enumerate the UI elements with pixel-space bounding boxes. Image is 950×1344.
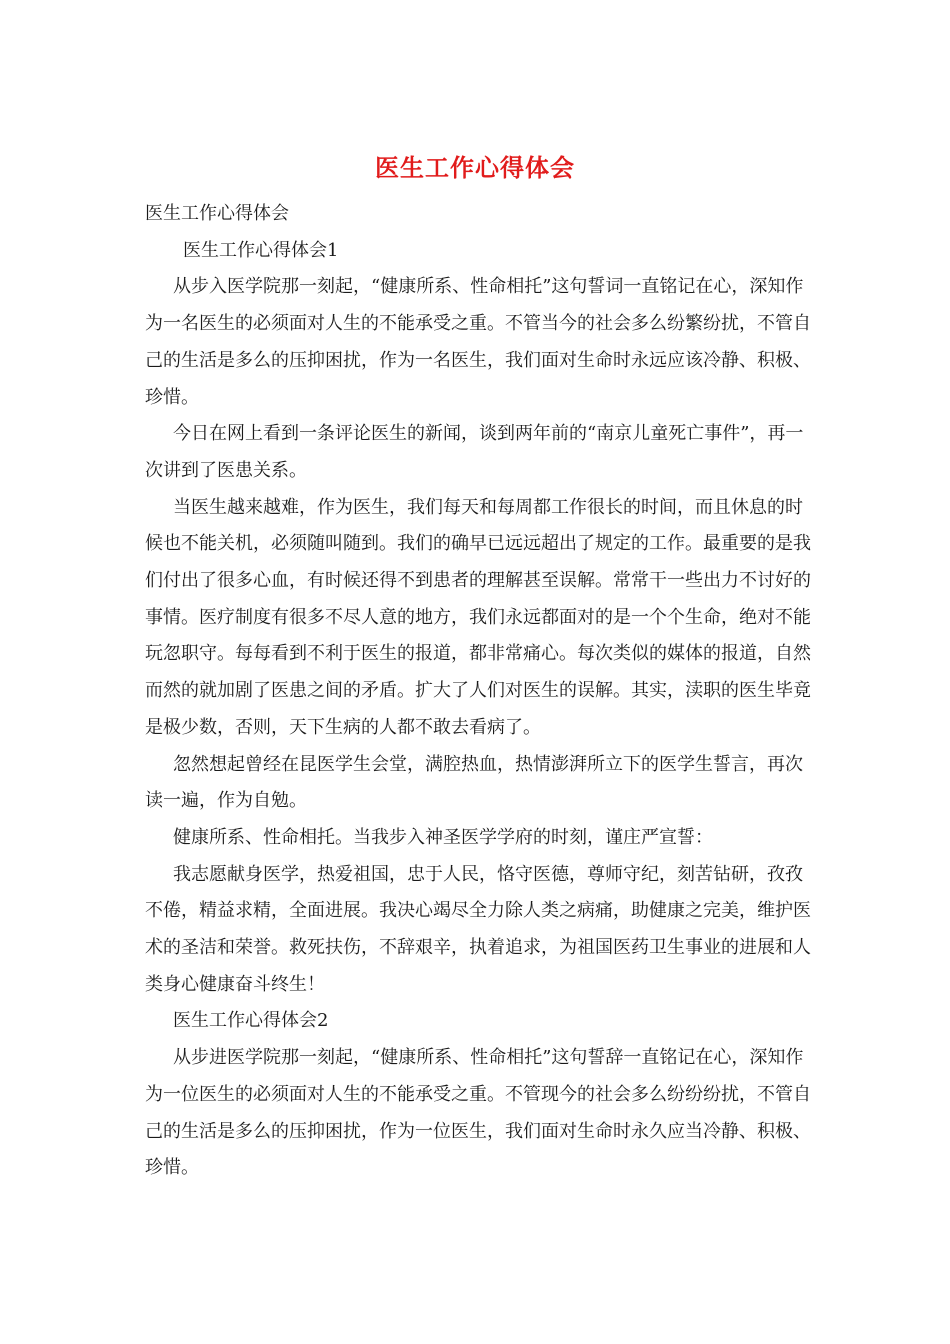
body-paragraph: 从步入医学院那一刻起，“健康所系、性命相托”这句誓词一直铭记在心，深知作为一名医生的必须面对人生的不能承受之重。不管当今的社会多么纷繁纷扰，不管自己的生活是多么的压抑困扰，作为一名医生，我们面对生命时永远应该冷静、积极、珍惜。 bbox=[145, 276, 811, 408]
oath-paragraph: 我志愿献身医学，热爱祖国，忠于人民，恪守医德，尊师守纪，刻苦钻研，孜孜不倦，精益求精，全面进展。我决心竭尽全力除人类之病痛，助健康之完美，维护医术的圣洁和荣誉。救死扶伤，不辞艰辛，执着追求，为祖国医药卫生事业的进展和人类身心健康奋斗终生！ bbox=[145, 863, 811, 995]
body-paragraph: 从步进医学院那一刻起，“健康所系、性命相托”这句誓辞一直铭记在心，深知作为一位医生的必须面对人生的不能承受之重。不管现今的社会多么纷纷纷扰，不管自己的生活是多么的压抑困扰，作为一位医生，我们面对生命时永久应当冷静、积极、珍惜。 bbox=[145, 1047, 811, 1179]
body-paragraph: 当医生越来越难，作为医生，我们每天和每周都工作很长的时间，而且休息的时候也不能关机，必须随叫随到。我们的确早已远远超出了规定的工作。最重要的是我们付出了很多心血，有时候还得不到患者的理解甚至误解。常常干一些出力不讨好的事情。医疗制度有很多不尽人意的地方，我们永远都面对的是一个个生命，绝对不能玩忽职守。每每看到不利于医生的报道，都非常痛心。每次类似的媒体的报道，自然而然的就加剧了医患之间的矛盾。扩大了人们对医生的误解。其实，渎职的医生毕竟是极少数，否则，天下生病的人都不敢去看病了。 bbox=[145, 496, 811, 738]
section-heading-1: 医生工作心得体会1 bbox=[183, 239, 339, 261]
section-heading-2: 医生工作心得体会2 bbox=[173, 1010, 329, 1032]
subtitle-paragraph: 医生工作心得体会 bbox=[145, 203, 289, 224]
document-body bbox=[145, 196, 815, 1187]
body-paragraph: 健康所系、性命相托。当我步入神圣医学学府的时刻，谨庄严宣誓： bbox=[173, 826, 713, 848]
document-title: 医生工作心得体会 bbox=[375, 153, 575, 182]
body-paragraph: 忽然想起曾经在昆医学生会堂，满腔热血，热情澎湃所立下的医学生誓言，再次读一遍，作为自勉。 bbox=[145, 753, 803, 812]
body-paragraph: 今日在网上看到一条评论医生的新闻，谈到两年前的“南京儿童死亡事件”，再一次讲到了医患关系。 bbox=[145, 423, 804, 481]
